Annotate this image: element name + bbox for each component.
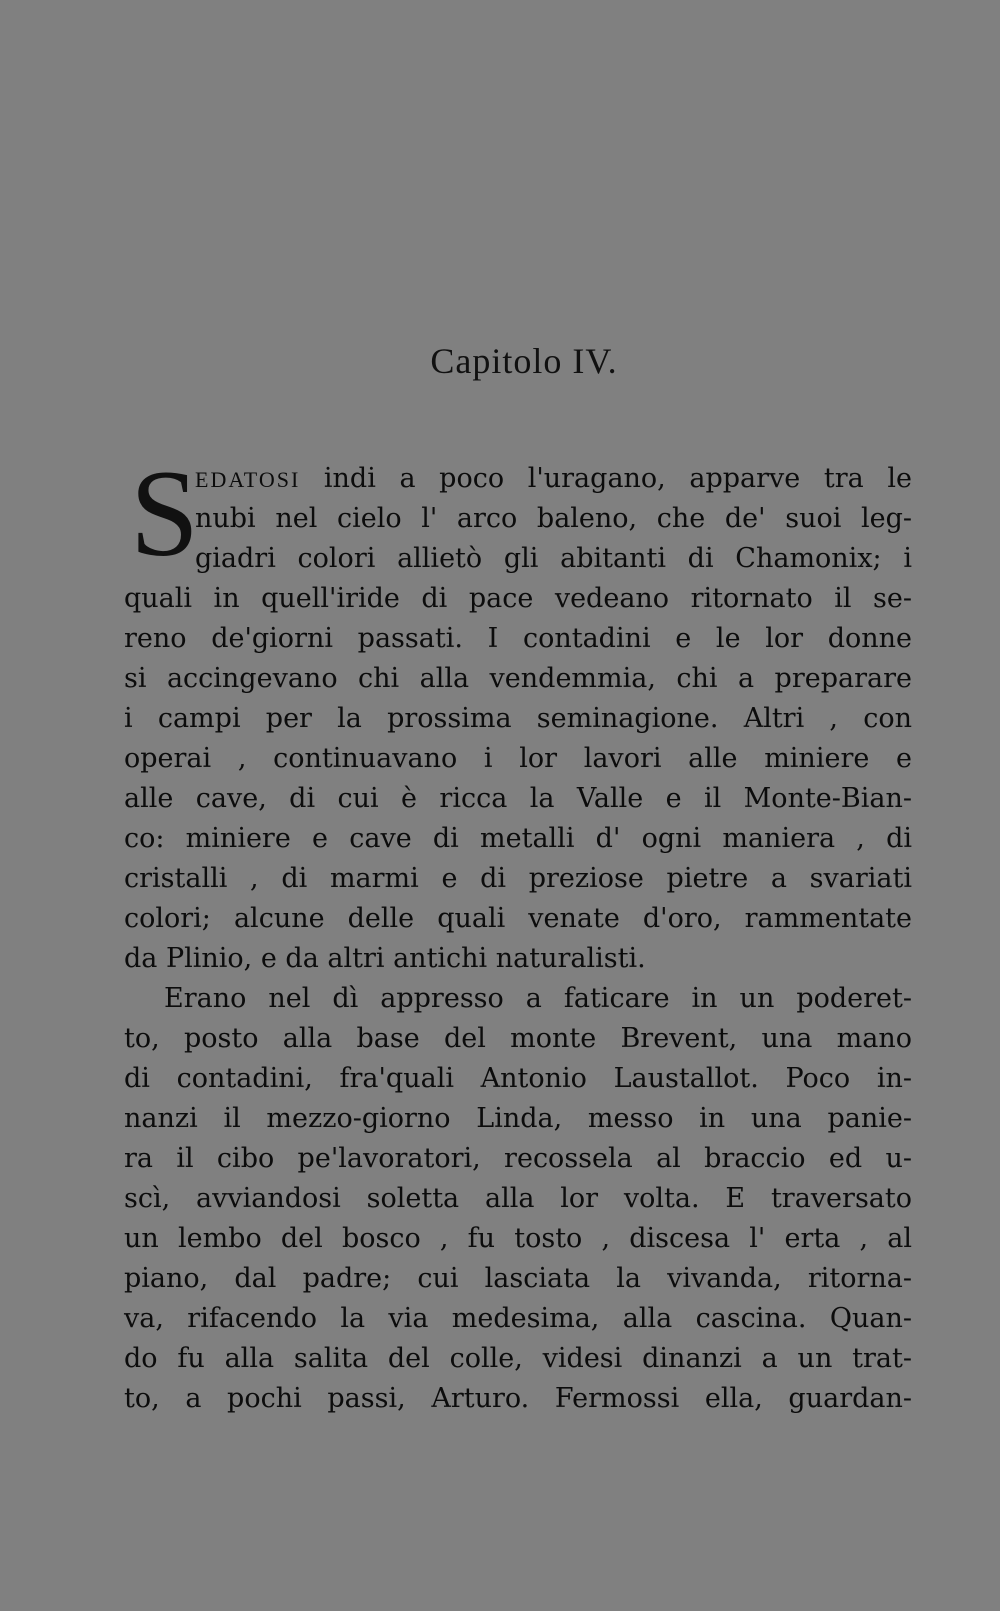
- text-line-7: i campi per la prossima seminagione. Altri , con: [124, 703, 912, 734]
- text-line-12: colori; alcune delle quali venate d'oro, rammentate: [124, 903, 912, 934]
- text-line-10: co: miniere e cave di metalli d' ogni maniera , di: [124, 823, 912, 854]
- drop-cap-initial: S: [130, 445, 199, 582]
- text-line-19: scì, avviandosi soletta alla lor volta. E traversato: [124, 1183, 912, 1214]
- text-line-21: piano, dal padre; cui lasciata la vivanda, ritorna-: [124, 1263, 912, 1294]
- chapter-title: Capitolo IV.: [430, 341, 618, 381]
- text-line-6: si accingevano chi alla vendemmia, chi a preparare: [124, 663, 912, 694]
- text-line-8: operai , continuavano i lor lavori alle miniere e: [124, 743, 912, 774]
- text-line-20: un lembo del bosco , fu tosto , discesa l' erta , al: [124, 1223, 912, 1254]
- text-line-17: nanzi il mezzo-giorno Linda, messo in una panie-: [124, 1103, 912, 1134]
- text-line-13: da Plinio, e da altri antichi naturalisti.: [124, 943, 646, 974]
- text-line-18: ra il cibo pe'lavoratori, recossela al braccio ed u-: [124, 1143, 912, 1174]
- text-line-3: giadri colori allietò gli abitanti di Chamonix; i: [195, 543, 912, 574]
- text-line-2: nubi nel cielo l' arco baleno, che de' suoi leg-: [195, 503, 912, 534]
- text-line-23: do fu alla salita del colle, videsi dinanzi a un trat-: [124, 1343, 912, 1374]
- text-line-4: quali in quell'iride di pace vedeano ritornato il se-: [124, 583, 912, 614]
- text-line-22: va, rifacendo la via medesima, alla cascina. Quan-: [124, 1303, 912, 1334]
- text-line-1: EDATOSI indi a poco l'uragano, apparve tra le: [195, 463, 912, 494]
- first-word-smallcaps: EDATOSI: [195, 467, 301, 492]
- text-line-16: di contadini, fra'quali Antonio Laustallot. Poco in-: [124, 1063, 912, 1094]
- text-line-15: to, posto alla base del monte Brevent, una mano: [124, 1023, 912, 1054]
- text-line-11: cristalli , di marmi e di preziose pietre a svariati: [124, 863, 912, 894]
- text-line-14: Erano nel dì appresso a faticare in un poderet-: [164, 983, 912, 1014]
- text-line-5: reno de'giorni passati. I contadini e le lor donne: [124, 623, 912, 654]
- text-line-9: alle cave, di cui è ricca la Valle e il Monte-Bian-: [124, 783, 912, 814]
- text-line-24: to, a pochi passi, Arturo. Fermossi ella, guardan-: [124, 1383, 912, 1414]
